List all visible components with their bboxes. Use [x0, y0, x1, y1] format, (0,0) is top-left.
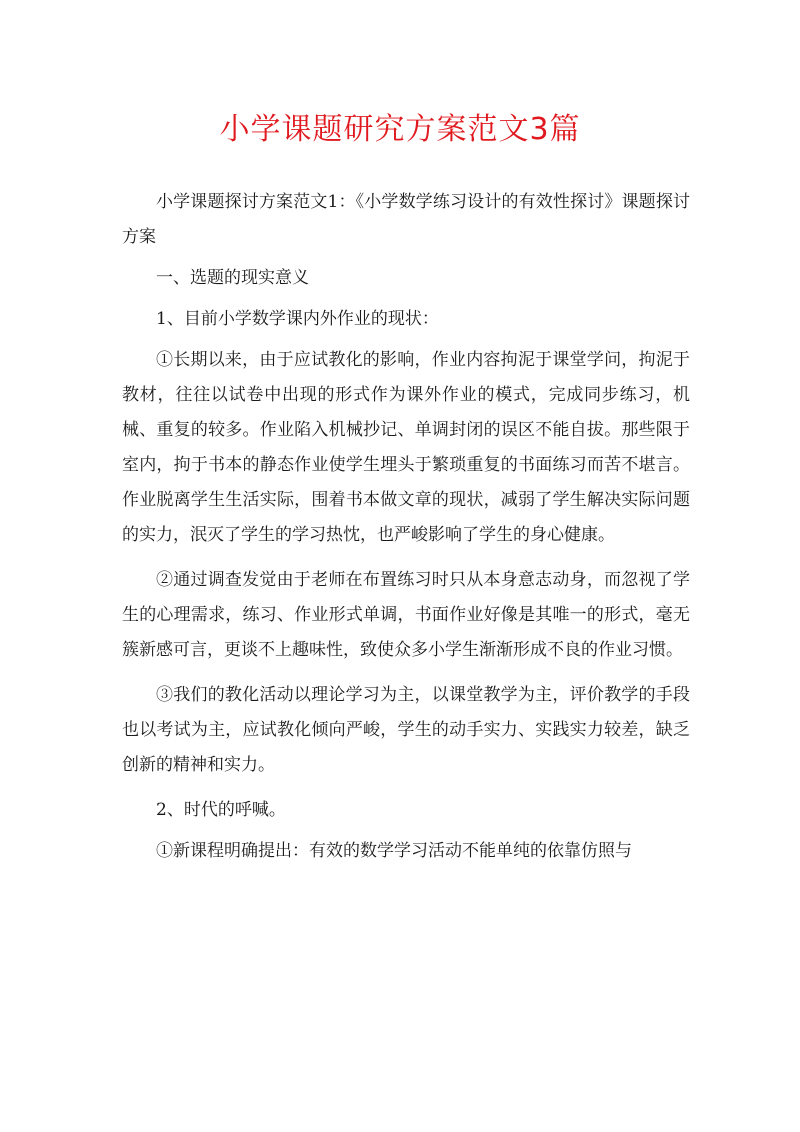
document-title: 小学课题研究方案范文3篇 [219, 112, 581, 147]
paragraph-point-3: ③我们的教化活动以理论学习为主，以课堂教学为主，评价教学的手段也以考试为主，应试教化倾向严峻，学生的动手实力、实践实力较差，缺乏创新的精神和实力。 [122, 685, 690, 775]
paragraph-subsection-heading: 1、目前小学数学课内外作业的现状： [156, 309, 439, 329]
document-body [122, 185, 690, 879]
paragraph-point-2: ②通过调查发觉由于老师在布置练习时只从本身意志动身，而忽视了学生的心理需求，练习、作业形式单调，书面作业好像是其唯一的形式，毫无簇新感可言，更谈不上趣味性，致使众多小学生渐渐形成不良的作业习惯。 [122, 570, 690, 660]
paragraph-section-heading: 一、选题的现实意义 [156, 268, 309, 288]
paragraph-point-4: ①新课程明确提出：有效的数学学习活动不能单纯的依靠仿照与 [156, 841, 632, 861]
paragraph-subsection-heading-2: 2、时代的呼喊。 [156, 800, 286, 820]
paragraph-subtitle: 小学课题探讨方案范文1：《小学数学练习设计的有效性探讨》课题探讨方案 [122, 192, 690, 247]
paragraph-point-1: ①长期以来，由于应试教化的影响，作业内容拘泥于课堂学问，拘泥于教材，往往以试卷中出现的形式作为课外作业的模式，完成同步练习，机械、重复的较多。作业陷入机械抄记、单调封闭的误区不能自拔。那些限于室内，拘于书本的静态作业使学生埋头于繁琐重复的书面练习而苦不堪言。作业脱离学生生活实际，围着书本做文章的现状，减弱了学生解决实际问题的实力，泯灭了学生的学习热忱，也严峻影响了学生的身心健康。 [122, 350, 690, 545]
